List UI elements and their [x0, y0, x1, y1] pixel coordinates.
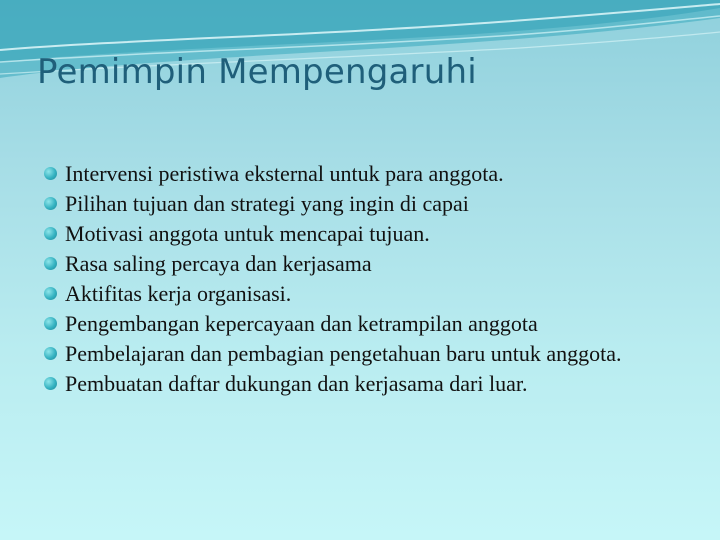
list-item [44, 189, 704, 218]
bullet-icon [44, 287, 57, 300]
bullet-text: Pengembangan kepercayaan dan ketrampilan anggota [65, 311, 538, 336]
list-item [44, 279, 704, 308]
bullet-list [44, 159, 704, 399]
list-item [44, 159, 704, 188]
slide-title: Pemimpin Mempengaruhi [37, 52, 477, 92]
bullet-icon [44, 167, 57, 180]
bullet-text: Pilihan tujuan dan strategi yang ingin di capai [65, 191, 469, 216]
bullet-icon [44, 347, 57, 360]
bullet-text: Motivasi anggota untuk mencapai tujuan. [65, 221, 430, 246]
bullet-text: Pembuatan daftar dukungan dan kerjasama dari luar. [65, 371, 528, 396]
list-item [44, 309, 704, 338]
list-item [44, 339, 704, 368]
bullet-text: Aktifitas kerja organisasi. [65, 281, 292, 306]
bullet-icon [44, 377, 57, 390]
bullet-icon [44, 317, 57, 330]
bullet-text: Pembelajaran dan pembagian pengetahuan baru untuk anggota. [65, 341, 622, 366]
list-item [44, 369, 704, 398]
bullet-icon [44, 227, 57, 240]
list-item [44, 219, 704, 248]
list-item [44, 249, 704, 278]
bullet-icon [44, 197, 57, 210]
bullet-icon [44, 257, 57, 270]
bullet-text: Intervensi peristiwa eksternal untuk para anggota. [65, 161, 504, 186]
bullet-text: Rasa saling percaya dan kerjasama [65, 251, 372, 276]
